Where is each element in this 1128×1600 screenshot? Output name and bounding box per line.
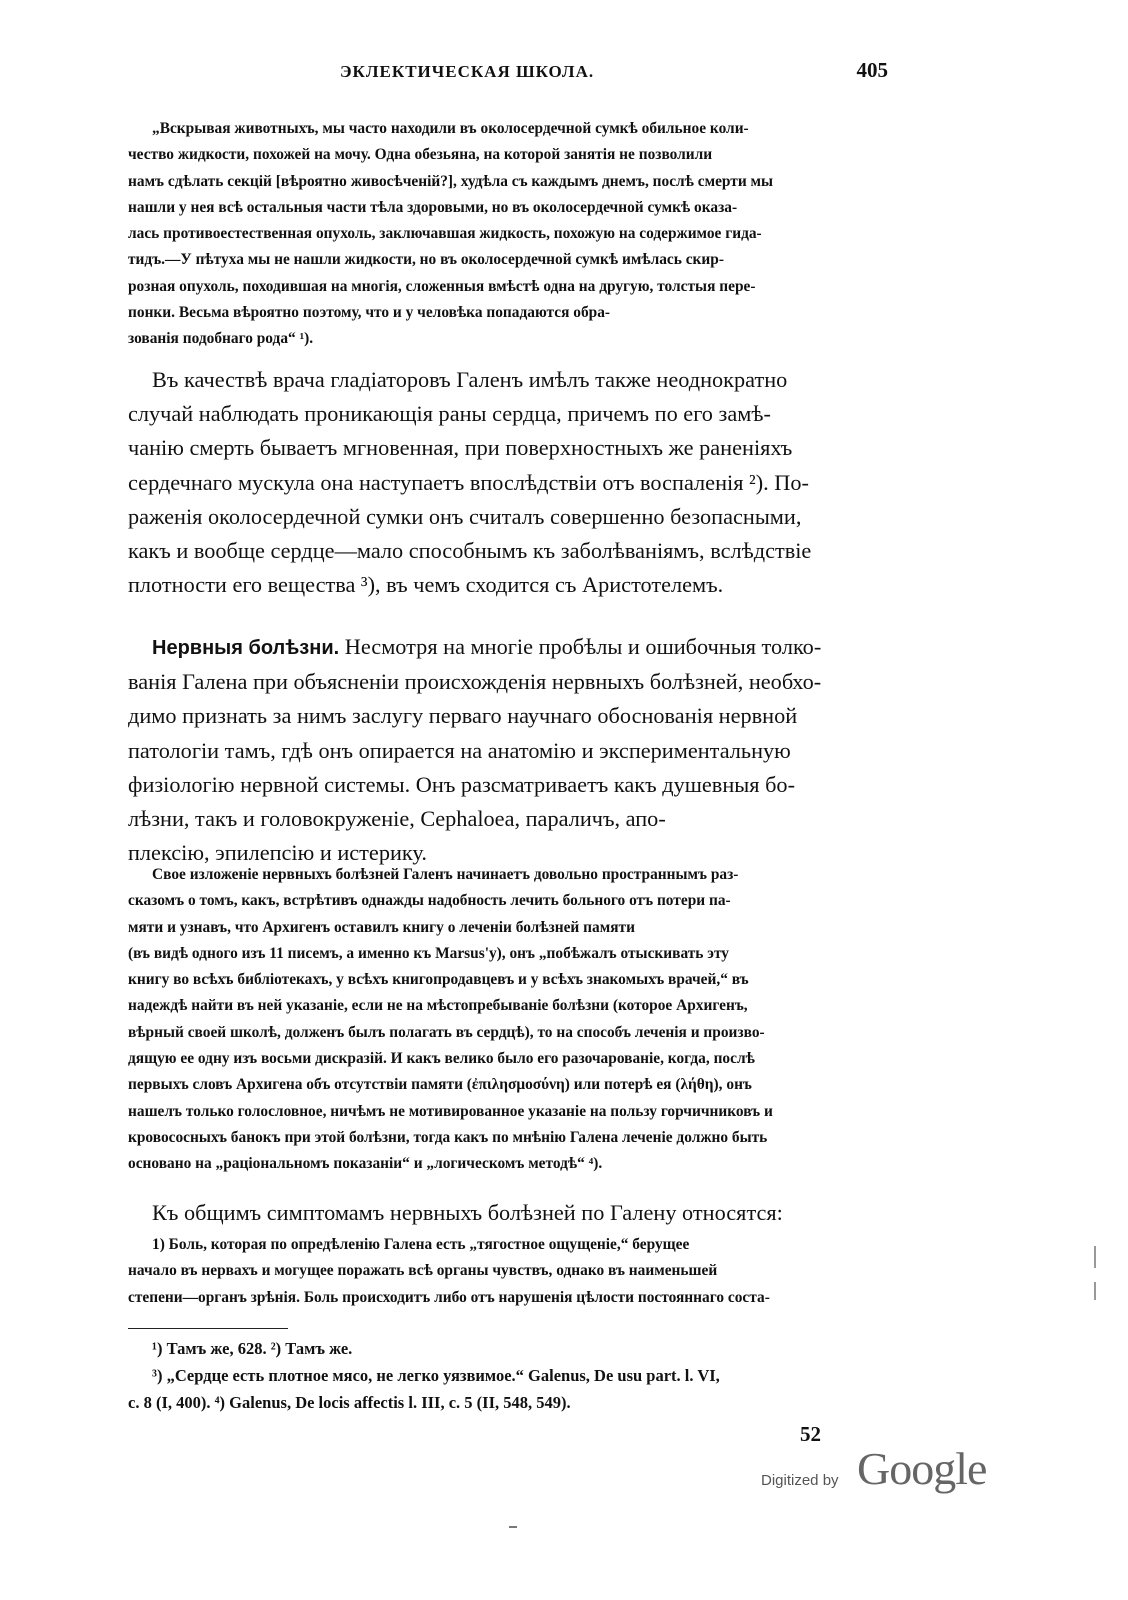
quote-line: чество жидкости, похожей на мочу. Одна обезьяна, на которой занятія не позволили bbox=[128, 146, 713, 164]
text-line: (въ видѣ одного изъ 11 писемъ, а именно къ Marsus'у), онъ „побѣжалъ отыскивать эту bbox=[128, 944, 729, 962]
quote-line: нашли у нея всѣ остальныя части тѣла здоровыми, но въ околосердечной сумкѣ оказа- bbox=[128, 198, 738, 216]
text-line: начало въ нервахъ и могущее поражать всѣ органы чувствъ, однако въ наименьшей bbox=[128, 1262, 718, 1280]
running-title: ЭКЛЕКТИЧЕСКАЯ ШКОЛА. bbox=[340, 62, 595, 81]
text-line: надеждѣ найти въ ней указаніе, если не на мѣстопребываніе болѣзни (которое Архигенъ, bbox=[128, 997, 748, 1015]
footnotes bbox=[128, 1335, 892, 1416]
text-line: сказомъ о томъ, какъ, встрѣтивъ однажды надобность лечить больного отъ потери па- bbox=[128, 892, 731, 910]
text-line: ванія Галена при объясненіи происхожденія нервныхъ болѣзней, необхо- bbox=[128, 669, 822, 695]
text-line: димо признать за нимъ заслугу перваго научнаго обоснованія нервной bbox=[128, 703, 798, 729]
footnote-line: c. 8 (I, 400). ⁴) Galenus, De locis affectis l. III, c. 5 (II, 548, 549). bbox=[128, 1393, 571, 1412]
quote-line: лась противоестественная опухоль, заключавшая жидкость, похожую на содержимое гида- bbox=[128, 225, 762, 243]
text-line: раженія околосердечной сумки онъ считалъ совершенно безопасными, bbox=[128, 503, 802, 529]
text-line: чанію смерть бываетъ мгновенная, при поверхностныхъ же раненіяхъ bbox=[128, 435, 793, 461]
text-line: книгу во всѣхъ библіотекахъ, у всѣхъ книгопродавцевъ и у всѣхъ знакомыхъ врачей,“ въ bbox=[128, 971, 749, 989]
text-line: физіологію нервной системы. Онъ разсматриваетъ какъ душевныя бо- bbox=[128, 771, 795, 797]
quote-block bbox=[128, 116, 892, 353]
scan-edge-mark bbox=[1094, 1246, 1096, 1268]
text-line: вѣрный своей школѣ, долженъ былъ полагать въ сердцѣ), то на способъ леченія и произво- bbox=[128, 1023, 765, 1041]
paragraph-symptoms-intro bbox=[128, 1196, 892, 1230]
quote-line: „Вскрывая животныхъ, мы часто находили въ околосердечной сумкѣ обильное коли- bbox=[152, 120, 749, 137]
text-line: Къ общимъ симптомамъ нервныхъ болѣзней по Галену относятся: bbox=[152, 1200, 783, 1225]
google-logo: Google bbox=[857, 1443, 987, 1494]
footnote-rule bbox=[128, 1328, 288, 1329]
paragraph-pain bbox=[128, 1232, 892, 1311]
quote-line: понки. Весьма вѣроятно поэтому, что и у человѣка попадаются обра- bbox=[128, 304, 611, 322]
text-line: случай наблюдать проникающія раны сердца, причемъ по его замѣ- bbox=[128, 401, 771, 427]
paragraph-archigenes bbox=[128, 862, 892, 1178]
text-line: мяти и узнавъ, что Архигенъ оставилъ книгу о леченіи болѣзней памяти bbox=[128, 918, 635, 936]
text-line-rest: Несмотря на многіе пробѣлы и ошибочныя толко- bbox=[344, 634, 822, 659]
text-line: Въ качествѣ врача гладіаторовъ Галенъ имѣлъ также неоднократно bbox=[152, 367, 788, 392]
text-line: лѣзни, такъ и головокруженіе, Cephaloea, параличъ, апо- bbox=[128, 806, 666, 832]
text-line: плотности его вещества ³), въ чемъ сходится съ Аристотелемъ. bbox=[128, 572, 724, 598]
paragraph-heart-wounds bbox=[128, 363, 892, 602]
text-line: нашелъ только голословное, ничѣмъ не мотивированное указаніе на пользу горчичниковъ и bbox=[128, 1102, 773, 1120]
paragraph-nervous-diseases bbox=[128, 630, 892, 870]
footnote-line: ¹) Тамъ же, 628. ²) Тамъ же. bbox=[152, 1339, 353, 1358]
watermark-prefix: Digitized by bbox=[761, 1472, 839, 1489]
text-line: дящую ее одну изъ восьми дискразій. И какъ велико было его разочарованіе, когда, послѣ bbox=[128, 1050, 755, 1068]
quote-line: намъ сдѣлать секцій [вѣроятно живосѣченій?], худѣла съ каждымъ днемъ, послѣ смерти мы bbox=[128, 172, 774, 190]
page-number: 405 bbox=[856, 58, 888, 82]
scan-dash-mark bbox=[509, 1526, 517, 1528]
text-line: основано на „раціональномъ показаніи“ и „логическомъ методѣ“ ⁴). bbox=[128, 1155, 603, 1173]
text-line: какъ и вообще сердце—мало способнымъ къ заболѣваніямъ, вслѣдствіе bbox=[128, 538, 812, 564]
text-line: сердечнаго мускула она наступаетъ впослѣдствіи отъ воспаленія ²). По- bbox=[128, 469, 809, 495]
text-line: патологіи тамъ, гдѣ онъ опирается на анатомію и экспериментальную bbox=[128, 737, 791, 763]
signature-mark: 52 bbox=[800, 1422, 821, 1446]
text-line: кровососныхъ банокъ при этой болѣзни, тогда какъ по мнѣнію Галена леченіе должно быть bbox=[128, 1128, 768, 1146]
page-header bbox=[128, 58, 888, 90]
text-line: Свое изложеніе нервныхъ болѣзней Галенъ начинаетъ довольно пространнымъ раз- bbox=[152, 866, 739, 883]
quote-line: тидъ.—У пѣтуха мы не нашли жидкости, но въ околосердечной сумкѣ имѣлась скир- bbox=[128, 251, 724, 269]
text-line bbox=[128, 630, 892, 665]
section-heading: Нервныя болѣзни. bbox=[152, 637, 340, 659]
text-line: плексію, эпилепсію и истерику. bbox=[128, 840, 427, 866]
quote-line: зованія подобнаго рода“ ¹). bbox=[128, 330, 314, 348]
text-line: первыхъ словъ Архигена объ отсутствіи памяти (ἐπιλησμοσύνη) или потерѣ ея (λήθη), онъ bbox=[128, 1076, 752, 1094]
scan-edge-mark bbox=[1094, 1282, 1096, 1300]
footnote-line: ³) „Сердце есть плотное мясо, не легко уязвимое.“ Galenus, De usu part. l. VI, bbox=[152, 1366, 720, 1385]
quote-line: розная опухоль, походившая на многія, сложенныя вмѣстѣ одна на другую, толстыя пере- bbox=[128, 277, 756, 295]
text-line: 1) Боль, которая по опредѣленію Галена есть „тягостное ощущеніе,“ берущее bbox=[152, 1236, 690, 1253]
text-line: степени—органъ зрѣнія. Боль происходитъ либо отъ нарушенія цѣлости постояннаго соста- bbox=[128, 1288, 770, 1306]
digitized-by-watermark bbox=[761, 1443, 1001, 1496]
